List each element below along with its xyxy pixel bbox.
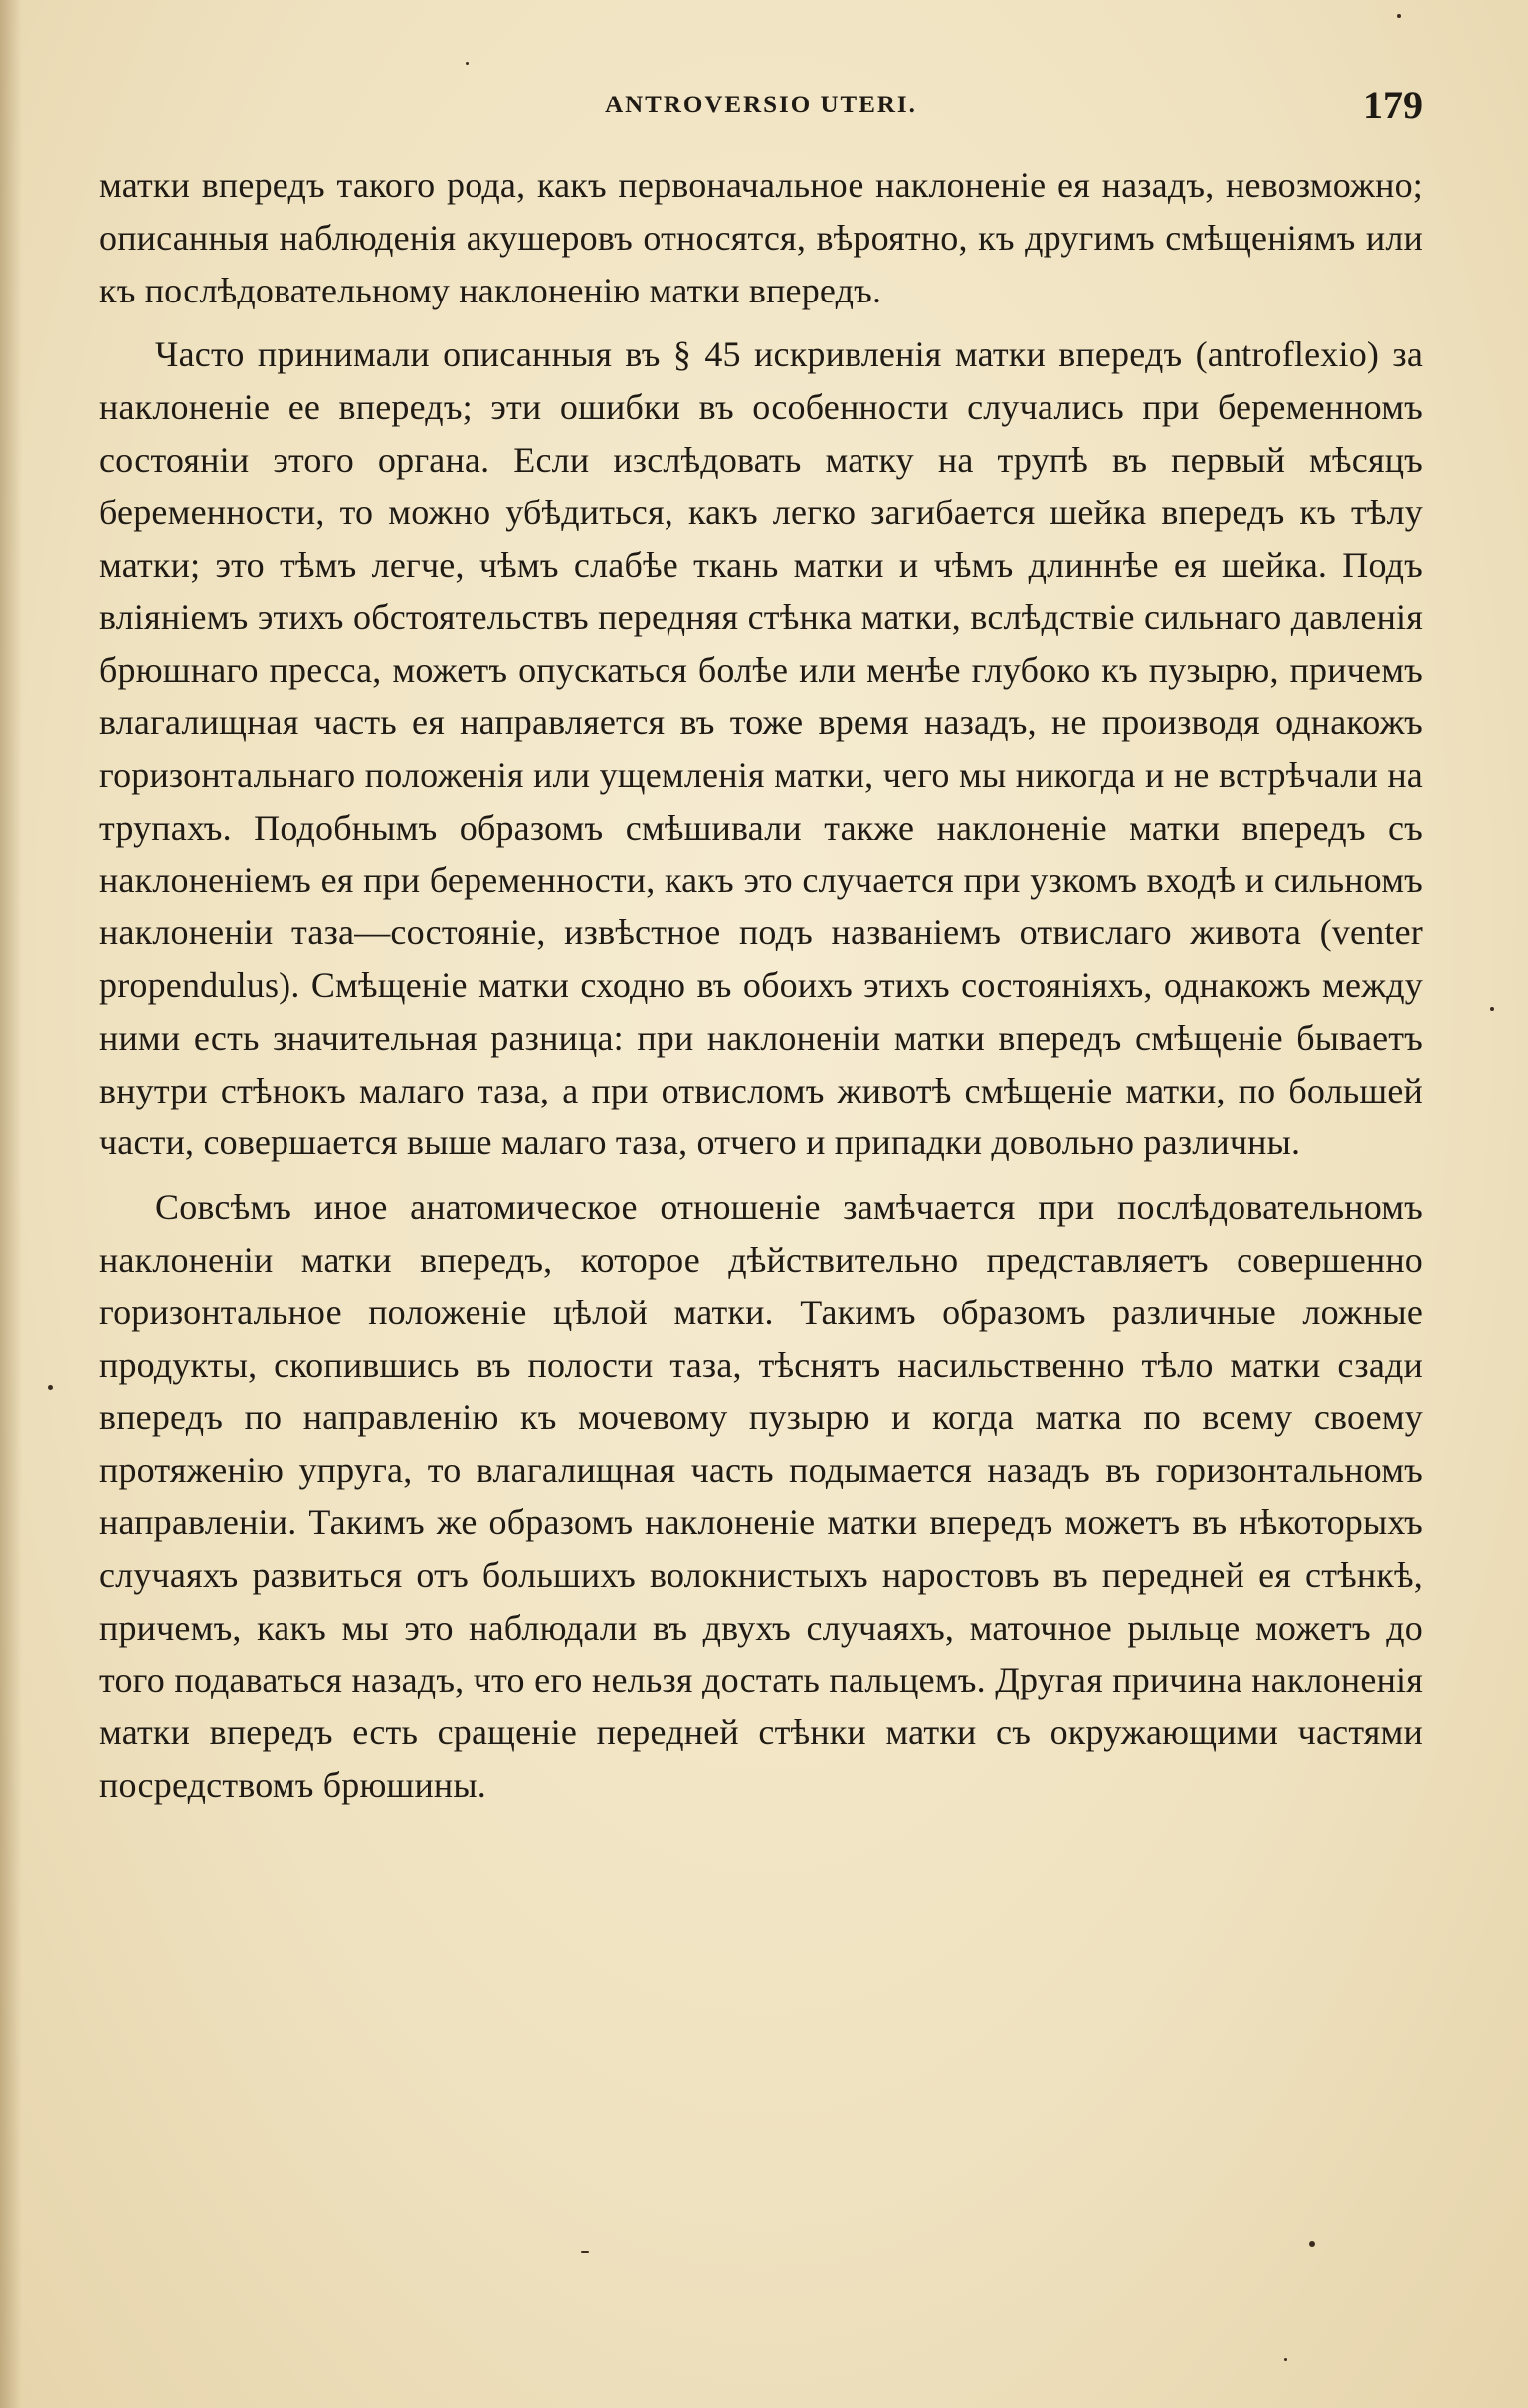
running-head: ANTROVERSIO UTERI. bbox=[605, 92, 917, 118]
ink-speck bbox=[1397, 14, 1401, 18]
ink-speck bbox=[466, 62, 469, 65]
page-number: 179 bbox=[1363, 83, 1423, 127]
paragraph-1: матки впередъ такого рода, какъ первоначальное наклоненіе ея назадъ, невозможно; описанныя наблюденія акушеровъ относятся, вѣроятно, къ другимъ смѣщеніямъ или къ послѣдовательному наклоненію матки впередъ. bbox=[99, 165, 1423, 310]
ink-speck bbox=[1284, 2358, 1287, 2361]
paragraph-3: Совсѣмъ иное анатомическое отношеніе замѣчается при послѣдовательномъ наклоненіи матки впередъ, которое дѣйствительно представляетъ совершенно горизонтальное положеніе цѣлой матки. Такимъ образомъ различные ложные продукты, скопившись въ полости таза, тѣснятъ насильственно тѣло матки сзади впередъ по направленію къ мочевому пузырю и когда матка по всему своему протяженію упруга, то влагалищная часть подымается назадъ въ горизонтальномъ направленіи. Такимъ же образомъ наклоненіе матки впередъ можетъ въ нѣкоторыхъ случаяхъ развиться отъ большихъ волокнистыхъ наростовъ въ передней ея стѣнкѣ, причемъ, какъ мы это наблюдали въ двухъ случаяхъ, маточное рыльце можетъ до того подаваться назадъ, что его нельзя достать пальцемъ. Другая причина наклоненія матки впередъ есть сращеніе передней стѣнки матки съ окружающими частями посредствомъ брюшины. bbox=[99, 1187, 1423, 1805]
ink-speck bbox=[48, 1385, 53, 1390]
ink-speck bbox=[1309, 2241, 1315, 2247]
paragraph-2: Часто принимали описанныя въ § 45 искривленія матки впередъ (antroflexio) за наклоненіе ее впередъ; эти ошибки въ особенности случались при беременномъ состояніи этого органа. Если изслѣдовать матку на трупѣ въ первый мѣсяцъ беременности, то можно убѣдиться, какъ легко загибается шейка впередъ къ тѣлу матки; это тѣмъ легче, чѣмъ слабѣе ткань матки и чѣмъ длиннѣе ея шейка. Подъ вліяніемъ этихъ обстоятельствъ передняя стѣнка матки, вслѣдствіе сильнаго давленія брюшнаго пресса, можетъ опускаться болѣе или менѣе глубоко къ пузырю, причемъ влагалищная часть ея направляется въ тоже время назадъ, не производя однакожъ горизонтальнаго положенія или ущемленія матки, чего мы никогда и не встрѣчали на трупахъ. Подобнымъ образомъ смѣшивали также наклоненіе матки впередъ съ наклоненіемъ ея при беременности, какъ это случается при узкомъ входѣ и сильномъ наклоненіи таза—состояніе, извѣстное подъ названіемъ отвислаго живота (venter propendulus). Смѣщеніе матки сходно въ обоихъ этихъ состояніяхъ, однакожъ между ними есть значительная разница: при наклоненіи матки впередъ смѣщеніе бываетъ внутри стѣнокъ малаго таза, а при отвисломъ животѣ смѣщеніе матки, по большей части, совершается выше малаго таза, отчего и припадки довольно различны. bbox=[99, 334, 1423, 1163]
ink-speck bbox=[581, 2251, 589, 2253]
binding-shadow bbox=[0, 0, 22, 2408]
body-text bbox=[99, 159, 1423, 1824]
ink-speck bbox=[1490, 1007, 1494, 1011]
page-header bbox=[99, 83, 1423, 127]
